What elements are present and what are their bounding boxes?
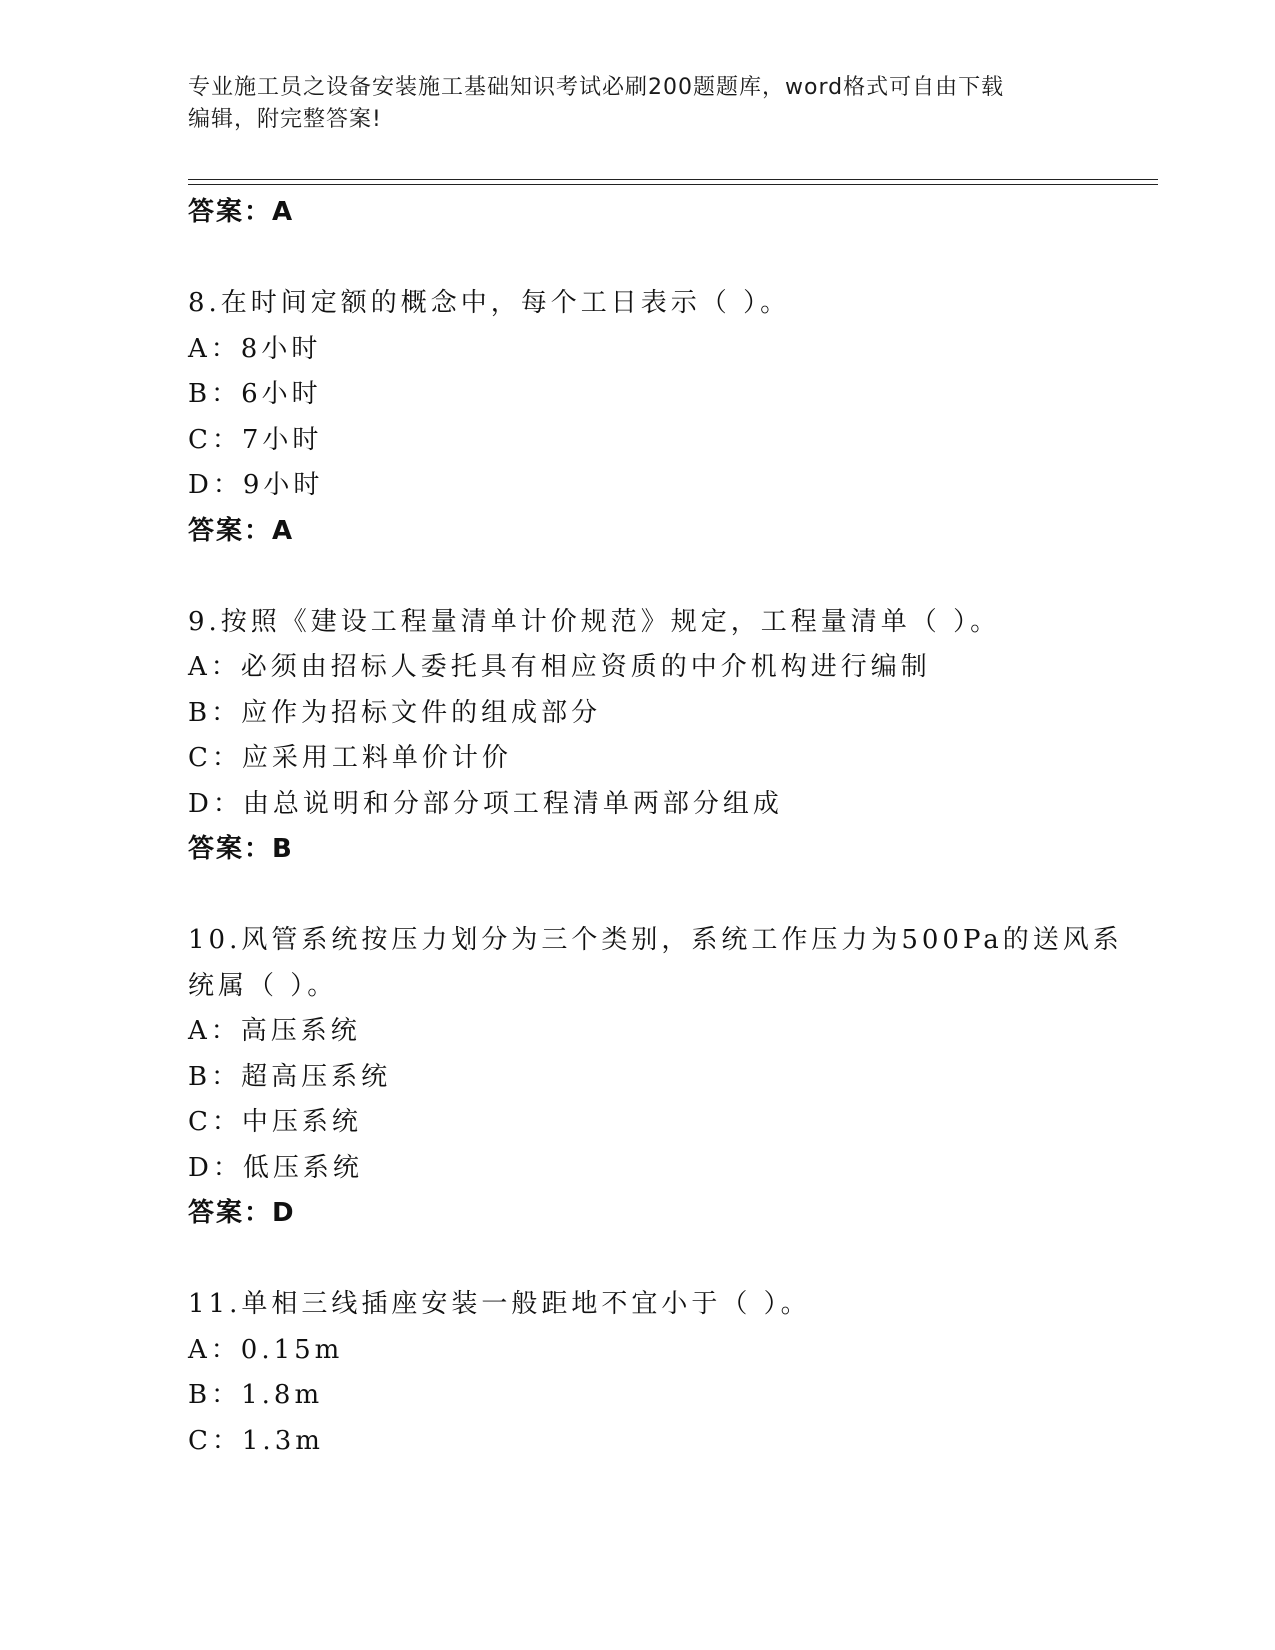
spacer: [188, 236, 1088, 282]
option-c: C：1.3m: [188, 1425, 324, 1456]
option-c: C：7小时: [188, 424, 323, 455]
question-stem-line-2: 统属（ ）。: [188, 970, 338, 1001]
header-line-2: 编辑，附完整答案!: [188, 107, 382, 132]
answer: 答案：A: [188, 515, 295, 546]
option-a: A：高压系统: [188, 1016, 361, 1046]
question-11: [188, 1282, 1088, 1464]
question-list: [188, 190, 1123, 1464]
option-b: B：6小时: [188, 379, 322, 409]
spacer: [188, 873, 1088, 919]
option-b: B：超高压系统: [188, 1061, 392, 1092]
header-divider-bottom: [188, 184, 1158, 185]
option-b: B：应作为招标文件的组成部分: [188, 697, 602, 728]
header-divider-top: [188, 179, 1158, 180]
answer: 答案：B: [188, 834, 294, 864]
option-a: A：8小时: [188, 333, 322, 364]
document-header: [188, 72, 1078, 136]
question-stem: 9.按照《建设工程量清单计价规范》规定，工程量清单（ ）。: [188, 606, 1001, 637]
option-c: C：中压系统: [188, 1107, 362, 1137]
header-line-1: 专业施工员之设备安装施工基础知识考试必刷200题题库，word格式可自由下载: [188, 75, 1005, 100]
question-10: [188, 918, 1123, 1237]
question-stem-line-1: 10.风管系统按压力划分为三个类别，系统工作压力为500Pa的送风系: [188, 925, 1123, 955]
option-d: D：由总说明和分部分项工程清单两部分组成: [188, 788, 783, 819]
option-b: B：1.8m: [188, 1380, 324, 1410]
option-a: A：0.15m: [188, 1334, 344, 1365]
question-9: [188, 600, 1088, 873]
question-8: [188, 281, 1088, 554]
spacer: [188, 1237, 1088, 1283]
option-d: D：低压系统: [188, 1152, 363, 1183]
previous-answer: 答案：A: [188, 197, 295, 227]
answer: 答案：D: [188, 1198, 296, 1228]
question-stem: 8.在时间定额的概念中，每个工日表示（ ）。: [188, 288, 791, 318]
option-c: C：应采用工料单价计价: [188, 743, 512, 773]
question-stem: 11.单相三线插座安装一般距地不宜小于（ ）。: [188, 1289, 811, 1319]
option-d: D：9小时: [188, 470, 324, 500]
spacer: [188, 554, 1088, 600]
option-a: A：必须由招标人委托具有相应资质的中介机构进行编制: [188, 652, 931, 682]
